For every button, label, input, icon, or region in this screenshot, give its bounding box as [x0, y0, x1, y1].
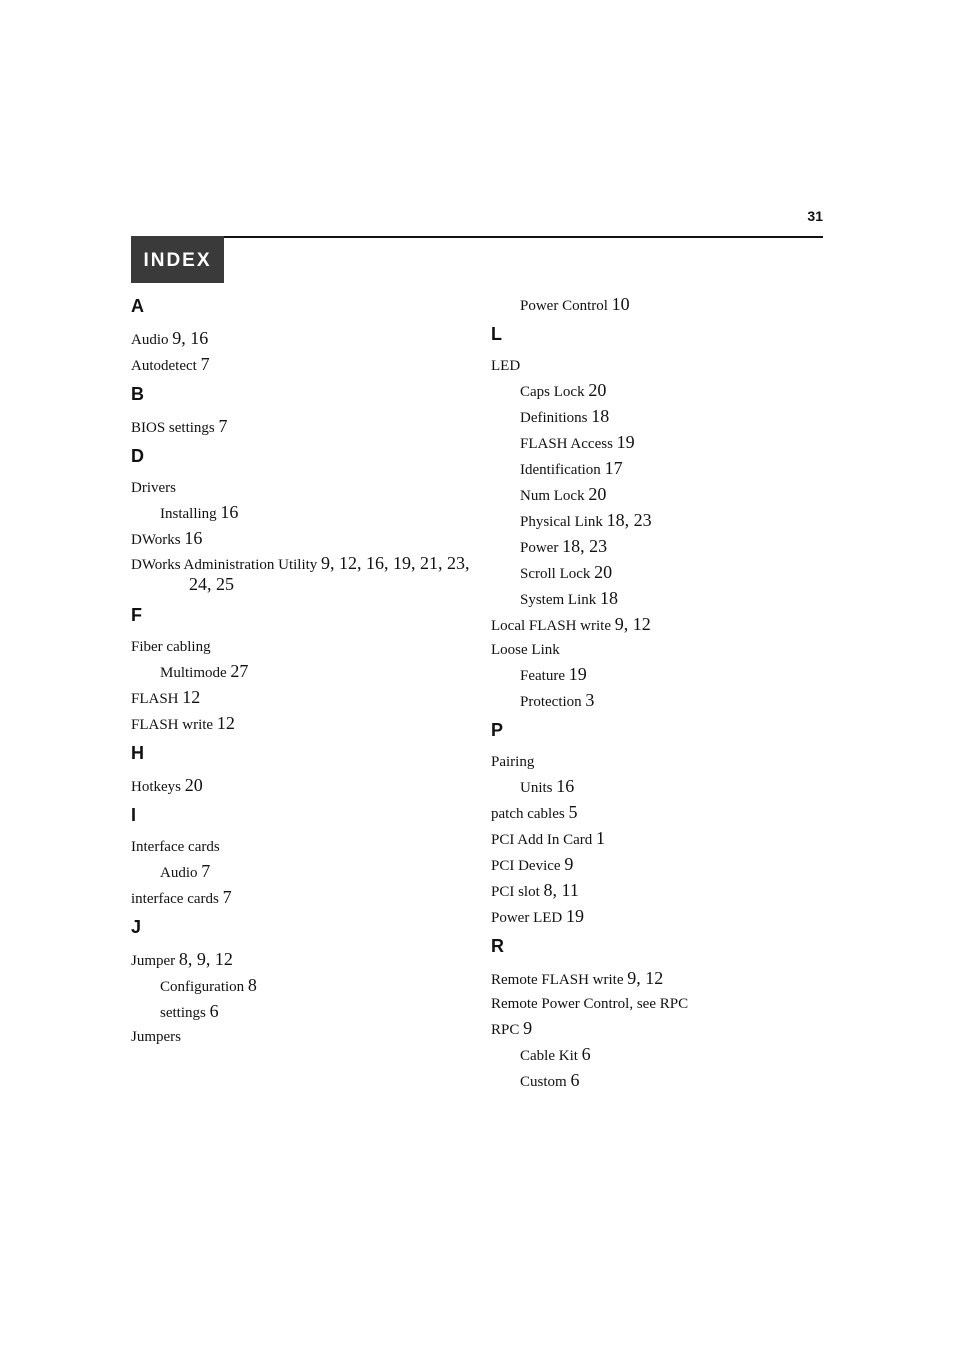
index-page-refs: 12 — [216, 713, 235, 733]
index-term: Fiber cabling — [131, 639, 211, 655]
index-subentry — [131, 500, 471, 526]
index-term: Jumper — [131, 953, 176, 969]
index-entry — [131, 352, 471, 378]
index-entry — [491, 1016, 791, 1042]
index-page-refs: 27 — [230, 661, 249, 681]
index-term: Jumpers — [131, 1029, 181, 1045]
index-entry — [491, 966, 791, 992]
index-term: FLASH write — [131, 717, 214, 733]
index-term: Remote Power Control, see RPC — [491, 996, 689, 1012]
index-subentry — [491, 662, 791, 688]
index-subentry — [131, 973, 471, 999]
index-page-refs: 18, 23 — [606, 510, 652, 530]
index-entry — [131, 326, 471, 352]
index-page-refs: 20 — [594, 562, 613, 582]
index-term: Units — [520, 780, 553, 796]
index-entry — [131, 552, 471, 599]
index-entry — [131, 947, 471, 973]
index-page-refs: 18 — [591, 406, 610, 426]
index-page-refs: 6 — [209, 1001, 219, 1021]
index-term: Num Lock — [520, 488, 585, 504]
index-term: Power — [520, 540, 559, 556]
index-term: Scroll Lock — [520, 566, 591, 582]
index-entry — [491, 904, 791, 930]
index-subentry — [491, 688, 791, 714]
index-term: BIOS settings — [131, 420, 215, 436]
index-entry — [491, 826, 791, 852]
index-term: Protection — [520, 694, 582, 710]
index-subentry — [491, 1042, 791, 1068]
index-term: Multimode — [160, 665, 227, 681]
index-term: Remote FLASH write — [491, 972, 624, 988]
index-term: DWorks Administration Utility — [131, 557, 318, 573]
index-page-refs: 7 — [222, 887, 232, 907]
index-term: Interface cards — [131, 839, 220, 855]
index-term: FLASH — [131, 691, 179, 707]
index-entry — [131, 685, 471, 711]
index-page-refs: 6 — [581, 1044, 591, 1064]
index-subentry — [131, 659, 471, 685]
index-subentry — [491, 586, 791, 612]
index-entry — [131, 835, 471, 859]
index-page-refs: 18 — [600, 588, 619, 608]
index-entry — [131, 711, 471, 737]
index-term: Pairing — [491, 754, 535, 770]
index-subentry — [491, 534, 791, 560]
index-subentry — [491, 430, 791, 456]
index-subentry — [491, 774, 791, 800]
index-term: FLASH Access — [520, 436, 613, 452]
index-term: interface cards — [131, 891, 219, 907]
index-letter-heading: F — [131, 605, 142, 625]
index-term: Audio — [131, 332, 169, 348]
index-term: Cable Kit — [520, 1048, 578, 1064]
index-term: LED — [491, 358, 521, 374]
index-letter-heading: R — [491, 936, 504, 956]
index-page-refs: 16 — [556, 776, 575, 796]
index-entry — [491, 354, 791, 378]
index-page-refs: 6 — [570, 1070, 580, 1090]
index-page-refs: 8 — [247, 975, 257, 995]
index-subentry — [491, 560, 791, 586]
index-letter-heading: J — [131, 917, 142, 937]
index-entry — [491, 638, 791, 662]
index-term: Loose Link — [491, 642, 560, 658]
index-term: PCI Device — [491, 858, 561, 874]
index-page-refs: 7 — [200, 354, 210, 374]
index-subentry — [131, 859, 471, 885]
index-term: patch cables — [491, 806, 565, 822]
index-page-refs: 9, 12, 16, 19, 21, 23, 24, 25 — [189, 553, 470, 594]
index-page-refs: 9, 12 — [614, 614, 651, 634]
index-term: Definitions — [520, 410, 588, 426]
index-entry — [491, 878, 791, 904]
index-entry — [131, 1025, 471, 1049]
index-subentry — [491, 456, 791, 482]
index-page-refs: 9, 16 — [172, 328, 209, 348]
index-term: PCI Add In Card — [491, 832, 593, 848]
index-letter-heading: P — [491, 720, 504, 740]
index-page-refs: 19 — [568, 664, 587, 684]
index-term: Local FLASH write — [491, 618, 611, 634]
index-column-left — [131, 292, 471, 1049]
index-entry — [491, 612, 791, 638]
index-heading: INDEX — [131, 236, 224, 283]
index-entry — [131, 414, 471, 440]
index-term: Custom — [520, 1074, 567, 1090]
index-page-refs: 17 — [604, 458, 623, 478]
index-term: DWorks — [131, 532, 181, 548]
index-term: Audio — [160, 865, 198, 881]
index-subentry — [491, 508, 791, 534]
index-subentry — [491, 292, 791, 318]
index-page-refs: 16 — [220, 502, 239, 522]
index-subentry — [491, 378, 791, 404]
index-page-refs: 9, 12 — [627, 968, 664, 988]
index-term: PCI slot — [491, 884, 540, 900]
index-entry — [131, 476, 471, 500]
index-term: Identification — [520, 462, 601, 478]
index-page-refs: 20 — [184, 775, 203, 795]
index-letter-heading: L — [491, 324, 502, 344]
index-entry — [491, 800, 791, 826]
index-page-refs: 8, 11 — [543, 880, 579, 900]
index-column-right — [491, 292, 791, 1094]
index-page-refs: 10 — [611, 294, 630, 314]
index-entry — [131, 773, 471, 799]
index-entry — [491, 750, 791, 774]
index-subentry — [131, 999, 471, 1025]
index-entry — [491, 852, 791, 878]
index-page-refs: 7 — [218, 416, 228, 436]
index-term: System Link — [520, 592, 597, 608]
index-letter-heading: I — [131, 805, 137, 825]
index-page-refs: 3 — [585, 690, 595, 710]
index-page-refs: 18, 23 — [562, 536, 608, 556]
index-term: Autodetect — [131, 358, 197, 374]
index-term: Power LED — [491, 910, 563, 926]
index-letter-heading: D — [131, 446, 144, 466]
index-page-refs: 5 — [568, 802, 578, 822]
index-term: Drivers — [131, 480, 176, 496]
index-page-refs: 8, 9, 12 — [178, 949, 233, 969]
index-page-refs: 1 — [596, 828, 605, 848]
index-entry — [131, 635, 471, 659]
index-page-refs: 9 — [564, 854, 574, 874]
index-term: Power Control — [520, 298, 608, 314]
index-page-refs: 20 — [588, 380, 607, 400]
index-letter-heading: B — [131, 384, 144, 404]
index-page-refs: 19 — [616, 432, 635, 452]
index-page-refs: 7 — [201, 861, 211, 881]
index-entry — [131, 526, 471, 552]
index-term: Installing — [160, 506, 217, 522]
index-subentry — [491, 1068, 791, 1094]
header-rule — [131, 236, 823, 238]
page-number: 31 — [807, 208, 823, 224]
index-term: Physical Link — [520, 514, 603, 530]
index-term: Caps Lock — [520, 384, 585, 400]
index-entry — [131, 885, 471, 911]
index-term: RPC — [491, 1022, 520, 1038]
index-entry — [491, 992, 791, 1016]
index-page-refs: 20 — [588, 484, 607, 504]
index-page-refs: 12 — [182, 687, 201, 707]
index-term: Feature — [520, 668, 565, 684]
index-term: settings — [160, 1005, 206, 1021]
index-letter-heading: A — [131, 296, 144, 316]
index-letter-heading: H — [131, 743, 144, 763]
index-term: Configuration — [160, 979, 245, 995]
index-subentry — [491, 482, 791, 508]
index-subentry — [491, 404, 791, 430]
index-page-refs: 19 — [566, 906, 584, 926]
index-term: Hotkeys — [131, 779, 181, 795]
index-page-refs: 9 — [523, 1018, 533, 1038]
index-page-refs: 16 — [184, 528, 203, 548]
